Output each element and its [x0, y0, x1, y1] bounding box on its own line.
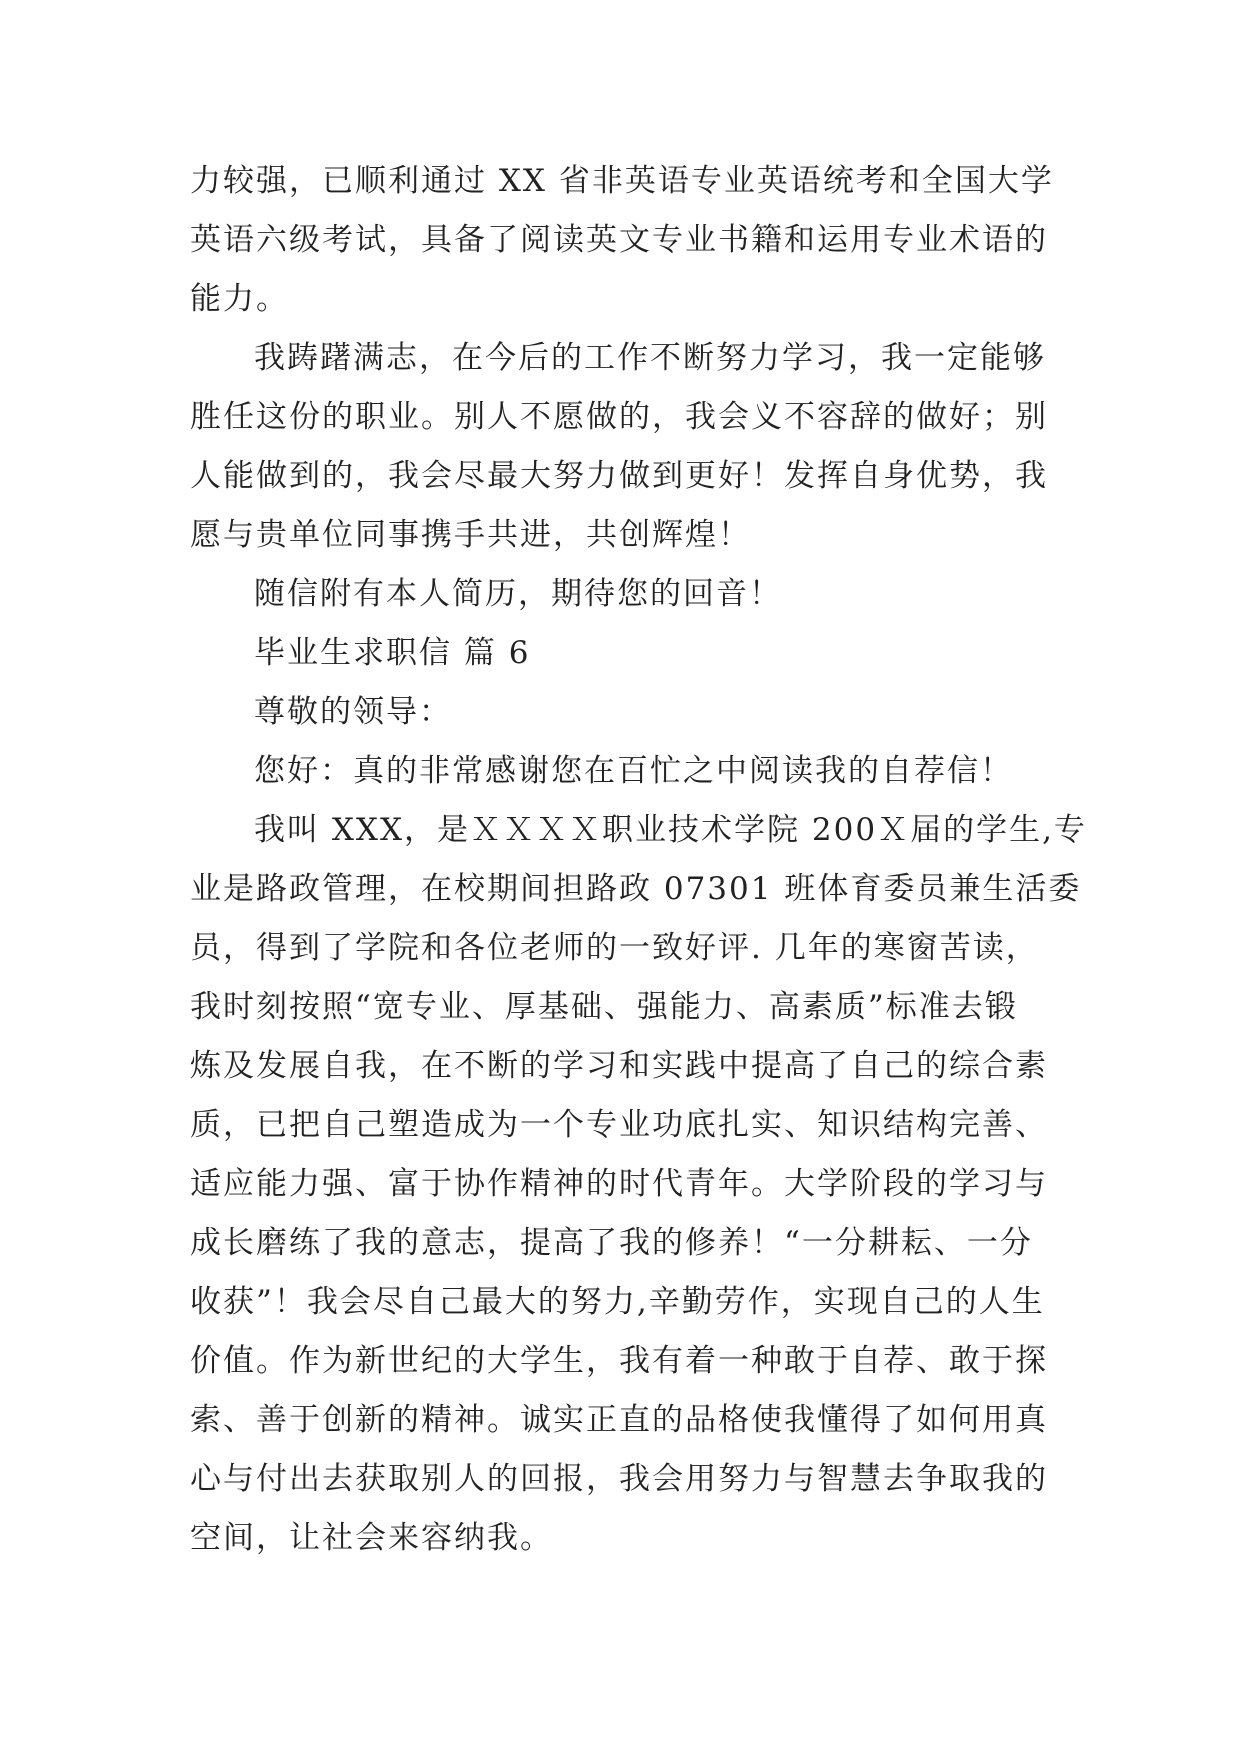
paragraph-first-line: 我踌躇满志，在今后的工作不断努力学习，我一定能够 [254, 340, 1046, 376]
paragraph-first-line: 随信附有本人简历，期待您的回音！ [254, 576, 782, 612]
greeting: 您好：真的非常感谢您在百忙之中阅读我的自荐信！ [254, 753, 1013, 789]
text-line: 炼及发展自我，在不断的学习和实践中提高了自己的综合素 [190, 1048, 1048, 1084]
text-line: 价值。作为新世纪的大学生，我有着一种敢于自荐、敢于探 [190, 1343, 1048, 1379]
text-line: 业是路政管理，在校期间担路政 07301 班体育委员兼生活委 [190, 871, 1082, 907]
text-line: 心与付出去获取别人的回报，我会用努力与智慧去争取我的 [190, 1461, 1048, 1497]
section-heading: 毕业生求职信 篇 6 [254, 635, 531, 671]
text-line: 英语六级考试，具备了阅读英文专业书籍和运用专业术语的 [190, 222, 1048, 258]
text-line: 质，已把自己塑造成为一个专业功底扎实、知识结构完善、 [190, 1107, 1048, 1143]
text-line: 人能做到的，我会尽最大努力做到更好！发挥自身优势，我 [190, 458, 1048, 494]
salutation: 尊敬的领导： [254, 694, 452, 730]
text-line: 员，得到了学院和各位老师的一致好评. 几年的寒窗苦读， [190, 930, 1039, 966]
text-line: 能力。 [190, 281, 289, 317]
text-line: 胜任这份的职业。别人不愿做的，我会义不容辞的做好；别 [190, 399, 1048, 435]
text-line: 收获”！我会尽自己最大的努力,辛勤劳作，实现自己的人生 [190, 1284, 1045, 1320]
text-line: 空间，让社会来容纳我。 [190, 1520, 553, 1556]
text-line: 愿与贵单位同事携手共进，共创辉煌！ [190, 517, 751, 553]
paragraph-first-line: 我叫 XXX，是ＸＸＸＸ职业技术学院 200Ｘ届的学生,专 [254, 812, 1087, 848]
text-line: 适应能力强、富于协作精神的时代青年。大学阶段的学习与 [190, 1166, 1048, 1202]
text-line: 索、善于创新的精神。诚实正直的品格使我懂得了如何用真 [190, 1402, 1048, 1438]
text-line: 成长磨练了我的意志，提高了我的修养！“一分耕耘、一分 [190, 1225, 1033, 1261]
text-line: 力较强，已顺利通过 XX 省非英语专业英语统考和全国大学 [190, 163, 1054, 199]
text-line: 我时刻按照“宽专业、厚基础、强能力、高素质”标准去锻 [190, 989, 1018, 1025]
